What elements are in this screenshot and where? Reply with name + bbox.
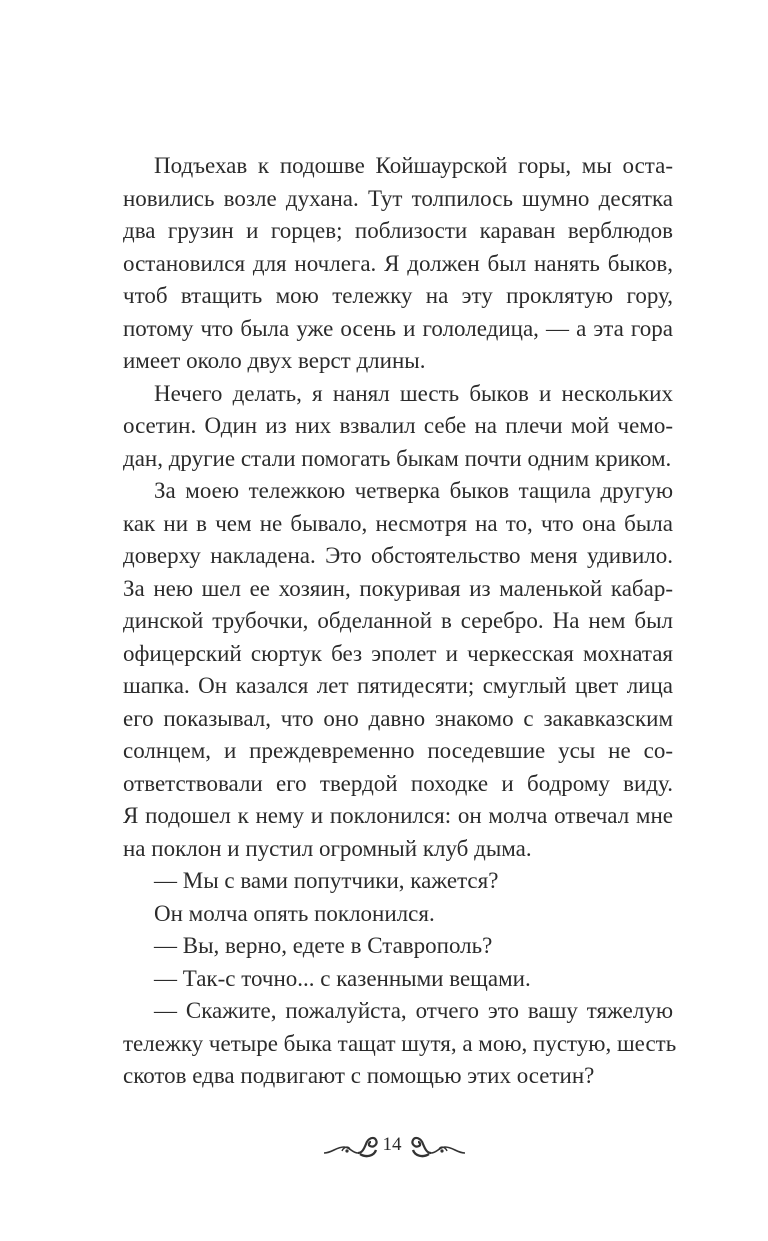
text-line: ответствовали его твердой походке и бодрому виду. [123,770,673,796]
text-line: два грузин и горцев; поблизости караван верблюдов [123,218,673,243]
text-line: имеет около двух верст длины. [123,348,426,373]
text-line: — Скажите, пожалуйста, отчего это вашу тяжелую [154,998,673,1023]
text-line: За нею шел ее хозяин, покуривая из маленькой кабар- [123,575,673,601]
flourish-left-icon [322,1132,378,1160]
flourish-right-icon [411,1132,467,1160]
text-line: доверху накладена. Это обстоятельство меня удивило. [123,543,673,568]
text-line: — Так-с точно... с казенными вещами. [154,965,531,991]
text-line: его показывал, что оно давно знакомо с закавказским [123,705,673,731]
text-line: новились возле духана. Тут толпилось шумно десятка [123,185,673,211]
text-line: — Мы с вами попутчики, кажется? [154,868,499,893]
text-line: солнцем, и преждевременно поседевшие усы не со- [123,738,673,763]
text-line: офицерский сюртук без эполет и черкесская мохнатая [123,640,673,666]
text-line: скотов едва подвигают с помощью этих осетин? [123,1063,595,1088]
text-line: потому что была уже осень и гололедица, — а эта гора [123,315,673,341]
page-body [123,150,677,1093]
text-line: Он молча опять поклонился. [154,900,435,926]
text-line: осетин. Один из них взвалил себе на плечи мой чемо- [123,413,673,438]
text-line: Нечего делать, я нанял шесть быков и нескольких [154,380,673,406]
text-line: чтоб втащить мою тележку на эту проклятую гору, [123,283,673,308]
text-line: За моею тележкою четверка быков тащила другую [154,478,673,503]
text-line: остановился для ночлега. Я должен был нанять быков, [123,250,673,276]
text-line: Подъехав к подошве Койшаурской горы, мы оста- [154,153,673,178]
page-number: 14 [382,1134,402,1155]
text-line: шапка. Он казался лет пятидесяти; смуглый цвет лица [123,673,673,698]
text-line: динской трубочки, обделанной в серебро. На нем был [123,608,673,633]
text-block [123,150,677,1093]
text-line: как ни в чем не бывало, несмотря на то, что она была [123,510,673,536]
text-line: Я подошел к нему и поклонился: он молча отвечал мне [123,803,673,828]
page-footer [0,1128,768,1164]
text-line: дан, другие стали помогать быкам почти одним криком. [123,445,672,471]
text-line: — Вы, верно, едете в Ставрополь? [154,933,493,958]
text-line: на поклон и пустил огромный клуб дыма. [123,835,532,861]
text-line: тележку четыре быка тащат шутя, а мою, пустую, шесть [123,1030,677,1056]
